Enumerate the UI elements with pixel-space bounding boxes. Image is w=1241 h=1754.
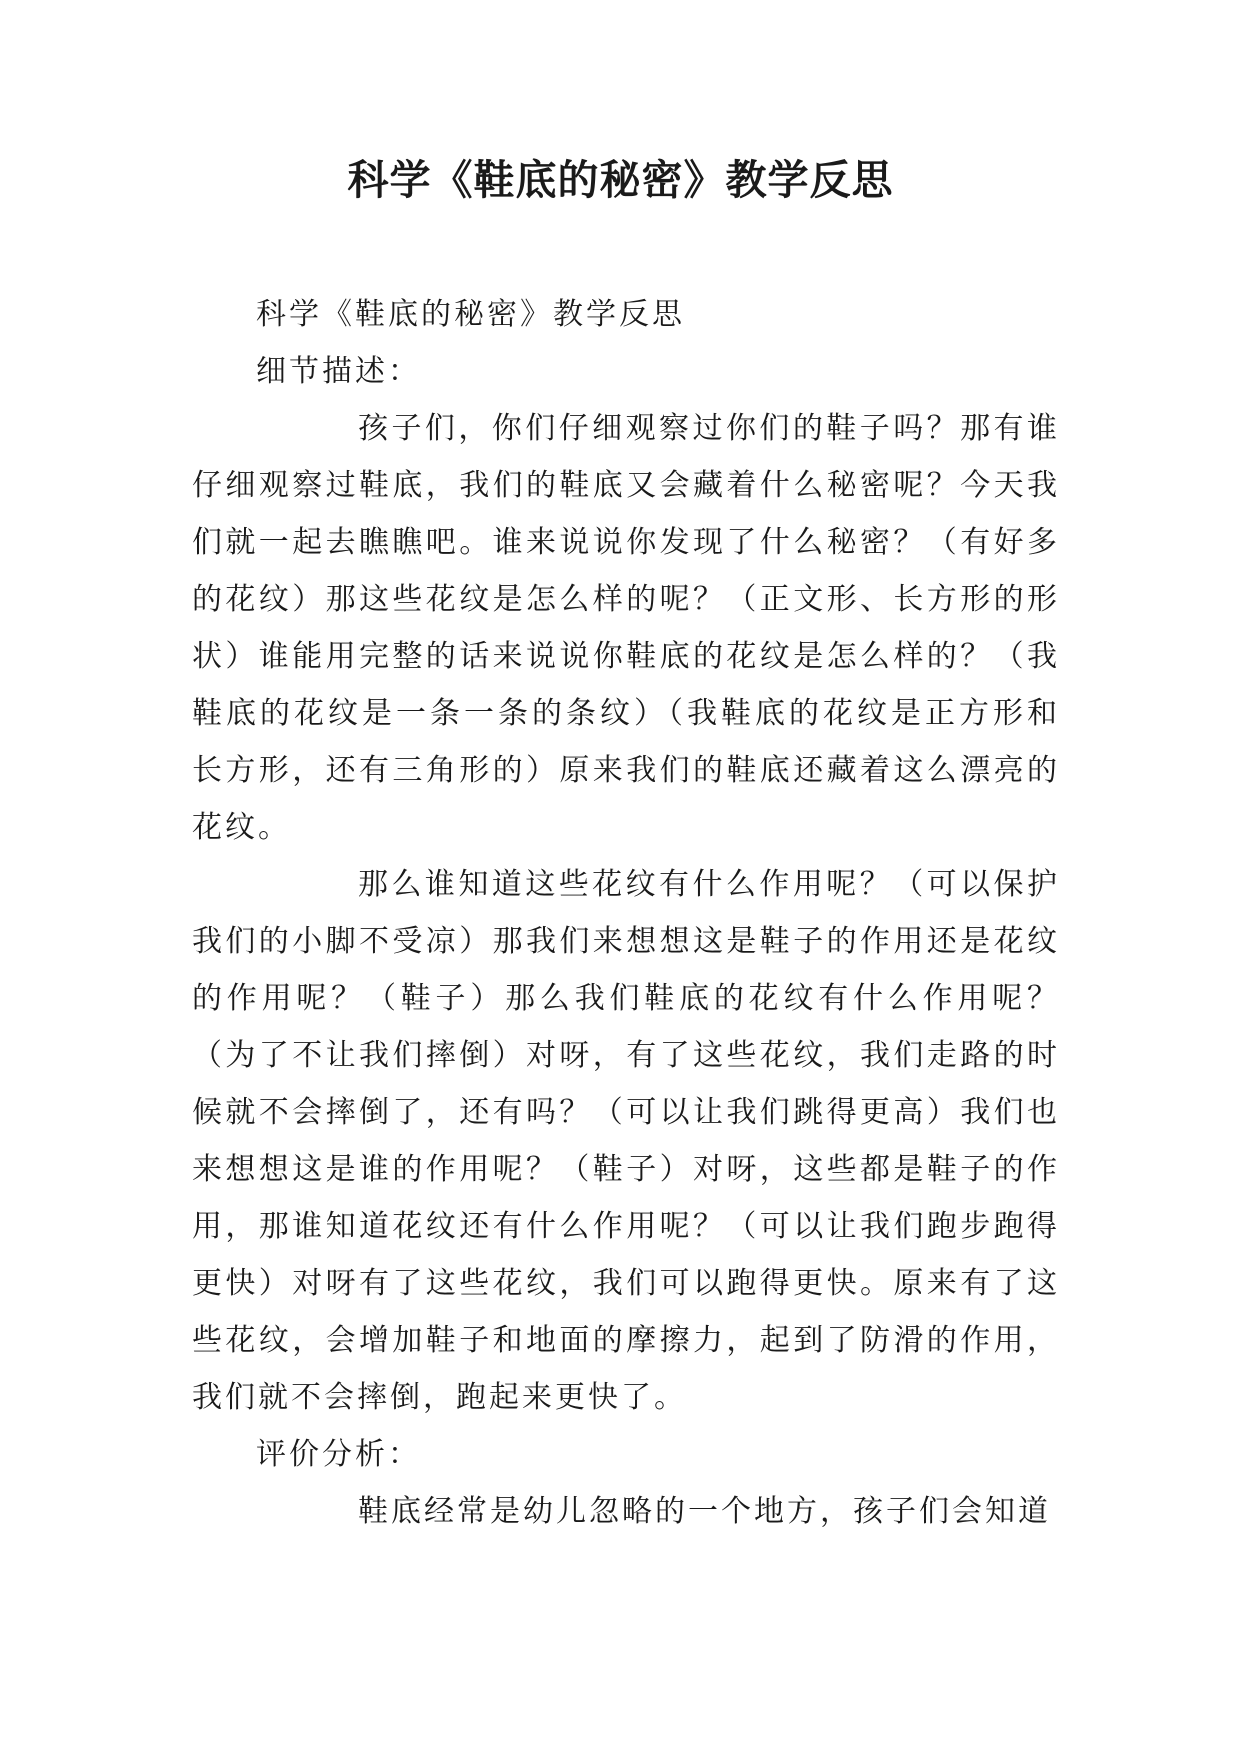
section-label-detail: 细节描述： — [256, 354, 421, 389]
paragraph: 孩子们，你们仔细观察过你们的鞋子吗？那有谁仔细观察过鞋底，我们的鞋底又会藏着什么秘密呢？今天我们就一起去瞧瞧吧。谁来说说你发现了什么秘密？（有好多的花纹）那这些花纹是怎么样的呢？（正文形、长方形的形状）谁能用完整的话来说说你鞋底的花纹是怎么样的？（我鞋底的花纹是一条一条的条纹）（我鞋底的花纹是正方形和长方形，还有三角形的）原来我们的鞋底还藏着这么漂亮的花纹。 — [192, 411, 1060, 845]
paragraph: 鞋底经常是幼儿忽略的一个地方，孩子们会知道 — [358, 1494, 1051, 1529]
paragraph: 那么谁知道这些花纹有什么作用呢？（可以保护我们的小脚不受凉）那我们来想想这是鞋子的作用还是花纹的作用呢？（鞋子）那么我们鞋底的花纹有什么作用呢？（为了不让我们摔倒）对呀，有了这些花纹，我们走路的时候就不会摔倒了，还有吗？（可以让我们跳得更高）我们也来想想这是谁的作用呢？（鞋子）对呀，这些都是鞋子的作用，那谁知道花纹还有什么作用呢？（可以让我们跑步跑得更快）对呀有了这些花纹，我们可以跑得更快。原来有了这些花纹，会增加鞋子和地面的摩擦力，起到了防滑的作用，我们就不会摔倒，跑起来更快了。 — [192, 867, 1060, 1415]
section-label-analysis: 评价分析： — [256, 1437, 421, 1472]
document-body — [192, 286, 1060, 1540]
document-subtitle: 科学《鞋底的秘密》教学反思 — [256, 297, 685, 332]
document-title: 科学《鞋底的秘密》教学反思 — [347, 156, 894, 204]
